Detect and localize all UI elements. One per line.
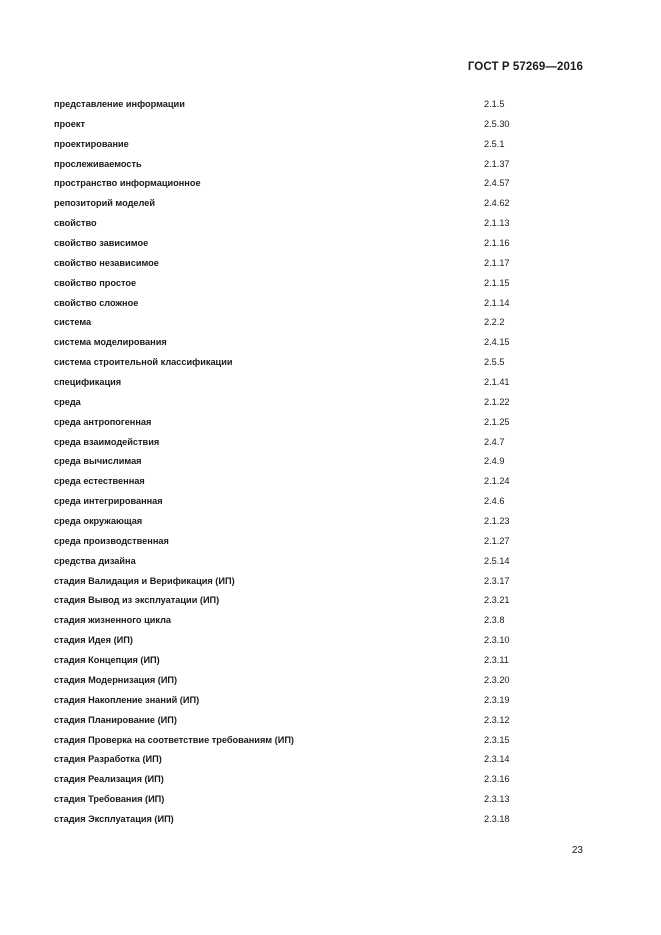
index-entry	[54, 97, 534, 117]
index-entry	[54, 494, 534, 514]
index-term: стадия Планирование (ИП)	[54, 714, 177, 725]
index-term: стадия жизненного цикла	[54, 615, 172, 626]
index-reference: 2.4.9	[484, 456, 505, 467]
index-reference: 2.3.8	[484, 615, 505, 626]
index-term: стадия Требования (ИП)	[54, 794, 165, 805]
index-reference: 2.1.27	[484, 535, 510, 546]
standard-code-header: ГОСТ Р 57269—2016	[467, 61, 583, 73]
index-term: среда окружающая	[54, 516, 143, 527]
index-term: представление информации	[54, 99, 185, 109]
term-index-list	[54, 97, 534, 832]
index-reference: 2.1.22	[484, 396, 510, 407]
index-term: стадия Эксплуатация (ИП)	[54, 813, 174, 824]
index-term: стадия Вывод из эксплуатации (ИП)	[54, 595, 220, 606]
index-term: среда производственная	[54, 535, 169, 546]
index-entry	[54, 574, 534, 594]
index-term: система моделирования	[54, 337, 167, 348]
index-entry	[54, 474, 534, 494]
index-entry	[54, 137, 534, 157]
index-entry	[54, 593, 534, 613]
index-term: проект	[54, 118, 85, 129]
index-entry	[54, 454, 534, 474]
index-reference: 2.3.19	[484, 694, 510, 705]
index-reference: 2.5.30	[484, 118, 510, 129]
index-entry	[54, 693, 534, 713]
index-term: свойство сложное	[54, 297, 139, 308]
index-entry	[54, 514, 534, 534]
index-reference: 2.5.5	[484, 357, 505, 368]
index-reference: 2.1.5	[484, 99, 505, 109]
index-term: среда	[54, 396, 81, 407]
index-reference: 2.3.15	[484, 734, 510, 745]
index-term: стадия Валидация и Верификация (ИП)	[54, 575, 235, 586]
index-term: свойство независимое	[54, 257, 159, 268]
index-term: спецификация	[54, 377, 122, 388]
index-term: свойство зависимое	[54, 238, 149, 249]
index-term: стадия Реализация (ИП)	[54, 774, 164, 785]
index-entry	[54, 176, 534, 196]
index-reference: 2.1.16	[484, 238, 510, 249]
index-entry	[54, 792, 534, 812]
index-entry	[54, 216, 534, 236]
index-reference: 2.3.11	[484, 655, 509, 666]
index-entry	[54, 733, 534, 753]
index-entry	[54, 554, 534, 574]
index-entry	[54, 157, 534, 177]
index-entry	[54, 415, 534, 435]
index-term: свойство простое	[54, 277, 137, 288]
index-term: репозиторий моделей	[54, 198, 156, 209]
index-reference: 2.3.13	[484, 794, 510, 805]
index-reference: 2.3.17	[484, 575, 510, 586]
index-term: система строительной классификации	[54, 357, 233, 368]
index-entry	[54, 375, 534, 395]
index-reference: 2.4.6	[484, 496, 505, 507]
index-entry	[54, 713, 534, 733]
index-reference: 2.4.62	[484, 198, 510, 209]
index-entry	[54, 296, 534, 316]
index-term: среда антропогенная	[54, 416, 152, 427]
index-term: прослеживаемость	[54, 158, 142, 169]
index-term: среда естественная	[54, 476, 145, 487]
index-term: стадия Проверка на соответствие требованиям (ИП)	[54, 734, 294, 745]
index-term: система	[54, 317, 92, 328]
index-entry	[54, 256, 534, 276]
index-entry	[54, 276, 534, 296]
index-reference: 2.1.25	[484, 416, 510, 427]
index-reference: 2.3.18	[484, 813, 510, 824]
index-entry	[54, 117, 534, 137]
index-entry	[54, 335, 534, 355]
index-entry	[54, 812, 534, 832]
index-reference: 2.3.12	[484, 714, 510, 725]
index-reference: 2.1.41	[484, 377, 510, 388]
index-reference: 2.1.13	[484, 218, 510, 229]
index-reference: 2.1.17	[484, 257, 510, 268]
index-term: стадия Идея (ИП)	[54, 635, 133, 646]
index-term: проектирование	[54, 138, 129, 149]
index-reference: 2.1.24	[484, 476, 510, 487]
index-reference: 2.3.16	[484, 774, 510, 785]
index-reference: 2.3.10	[484, 635, 510, 646]
index-entry	[54, 772, 534, 792]
index-entry	[54, 653, 534, 673]
index-reference: 2.3.14	[484, 754, 510, 765]
index-term: свойство	[54, 218, 97, 229]
index-term: стадия Разработка (ИП)	[54, 754, 162, 765]
index-term: среда интегрированная	[54, 496, 163, 507]
index-term: пространство информационное	[54, 178, 201, 189]
index-reference: 2.4.57	[484, 178, 510, 189]
index-term: стадия Модернизация (ИП)	[54, 674, 178, 685]
index-reference: 2.3.20	[484, 674, 510, 685]
index-entry	[54, 534, 534, 554]
index-entry	[54, 633, 534, 653]
index-term: среда вычислимая	[54, 456, 142, 467]
index-reference: 2.1.23	[484, 516, 510, 527]
index-reference: 2.5.14	[484, 555, 510, 566]
index-entry	[54, 236, 534, 256]
index-entry	[54, 315, 534, 335]
page-number: 23	[571, 845, 583, 856]
index-term: среда взаимодействия	[54, 436, 160, 447]
index-reference: 2.2.2	[484, 317, 505, 328]
index-reference: 2.4.15	[484, 337, 510, 348]
index-entry	[54, 355, 534, 375]
index-entry	[54, 613, 534, 633]
index-reference: 2.4.7	[484, 436, 505, 447]
index-reference: 2.1.37	[484, 158, 510, 169]
index-term: стадия Концепция (ИП)	[54, 655, 160, 666]
index-entry	[54, 673, 534, 693]
index-entry	[54, 395, 534, 415]
index-entry	[54, 196, 534, 216]
index-reference: 2.3.21	[484, 595, 510, 606]
index-reference: 2.1.15	[484, 277, 510, 288]
index-reference: 2.5.1	[484, 138, 505, 149]
index-term: средства дизайна	[54, 555, 136, 566]
index-reference: 2.1.14	[484, 297, 510, 308]
index-entry	[54, 435, 534, 455]
index-term: стадия Накопление знаний (ИП)	[54, 694, 200, 705]
index-entry	[54, 752, 534, 772]
